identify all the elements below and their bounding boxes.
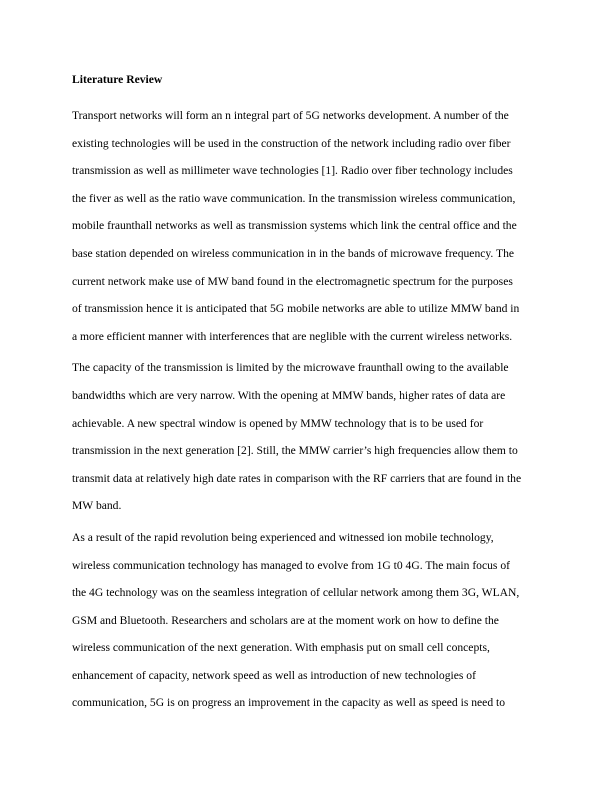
text-line: transmission as well as millimeter wave technologies [1]. Radio over fiber technology includes xyxy=(72,164,513,178)
text-line: the 4G technology was on the seamless integration of cellular network among them 3G, WLAN, xyxy=(72,586,520,600)
text-line: enhancement of capacity, network speed as well as introduction of new technologies of xyxy=(72,668,476,682)
text-line: Transport networks will form an n integral part of 5G networks development. A number of the xyxy=(72,109,509,122)
text-line: of transmission hence it is anticipated that 5G mobile networks are able to utilize MMW band in xyxy=(72,302,520,316)
paragraph-2 xyxy=(72,354,542,520)
text-line: communication, 5G is on progress an improvement in the capacity as well as speed is need to xyxy=(72,696,506,710)
paragraph-1 xyxy=(72,102,542,350)
paragraph-3 xyxy=(72,524,542,717)
text-line: transmit data at relatively high date rates in comparison with the RF carriers that are found in the xyxy=(72,471,522,485)
text-line: base station depended on wireless communication in in the bands of microwave frequency. The xyxy=(72,246,515,260)
text-line: wireless communication of the next generation. With emphasis put on small cell concepts, xyxy=(72,641,490,655)
text-line: a more efficient manner with interferences that are neglible with the current wireless networks. xyxy=(72,329,513,343)
text-line: wireless communication technology has managed to evolve from 1G t0 4G. The main focus of xyxy=(72,558,510,572)
text-line: GSM and Bluetooth. Researchers and scholars are at the moment work on how to define the xyxy=(72,613,499,627)
section-heading: Literature Review xyxy=(72,73,163,86)
text-line: existing technologies will be used in the construction of the network including radio over fiber xyxy=(72,136,511,150)
text-line: achievable. A new spectral window is opened by MMW technology that is to be used for xyxy=(72,416,484,430)
text-line: MW band. xyxy=(72,499,122,513)
document-body xyxy=(72,71,542,717)
text-line: transmission in the next generation [2]. Still, the MMW carrier’s high frequencies allow them to xyxy=(72,444,518,458)
text-line: mobile fraunthall networks as well as transmission systems which link the central office and the xyxy=(72,219,517,233)
text-line: bandwidths which are very narrow. With the opening at MMW bands, higher rates of data are xyxy=(72,388,506,402)
text-line: the fiver as well as the ratio wave communication. In the transmission wireless communication, xyxy=(72,191,516,205)
text-line: current network make use of MW band found in the electromagnetic spectrum for the purposes xyxy=(72,274,513,288)
text-line: The capacity of the transmission is limited by the microwave fraunthall owing to the available xyxy=(72,361,509,375)
text-line: As a result of the rapid revolution being experienced and witnessed ion mobile technology, xyxy=(72,530,494,544)
